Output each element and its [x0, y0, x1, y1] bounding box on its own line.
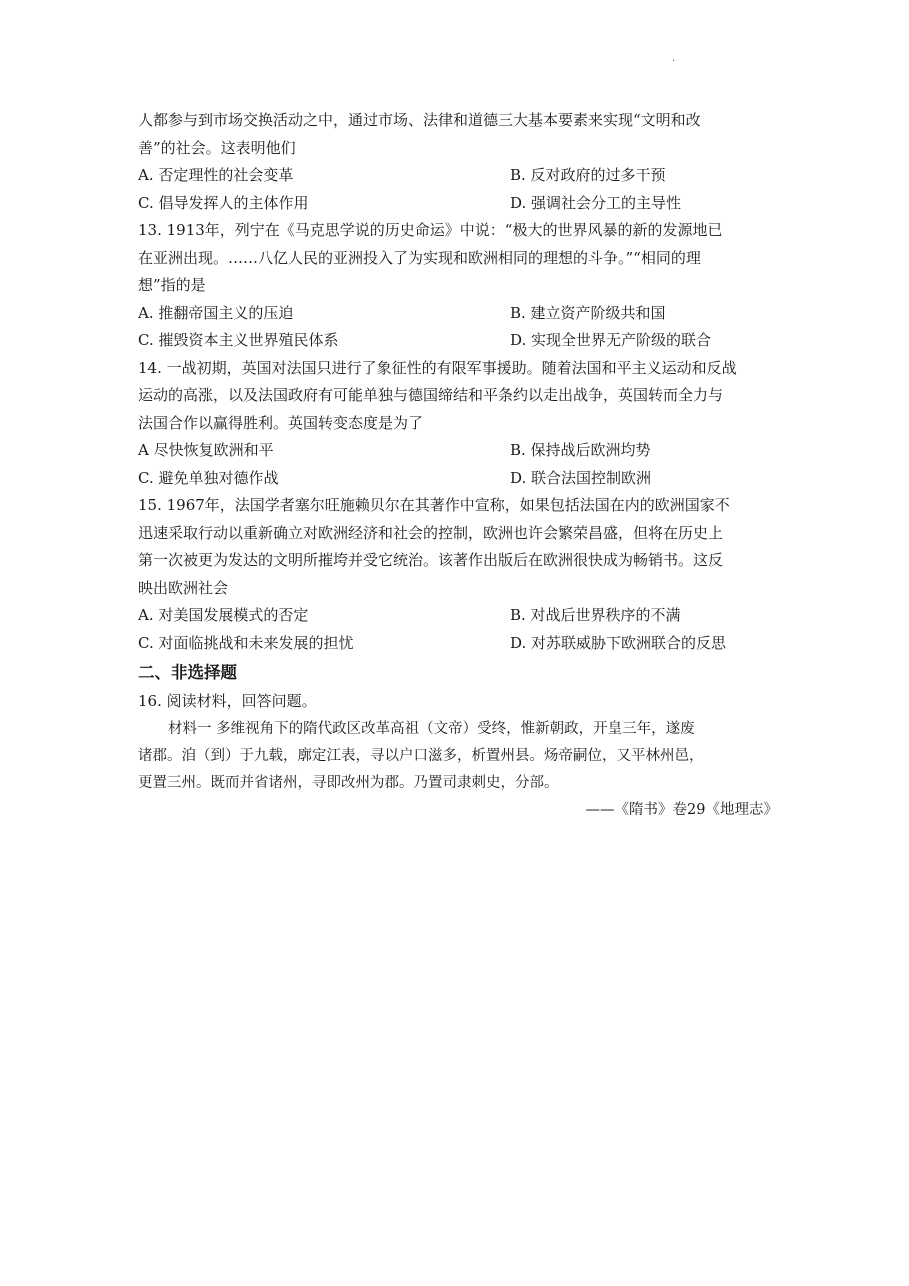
question-12: [138, 107, 778, 217]
option-d: D. 对苏联威胁下欧洲联合的反思: [510, 633, 727, 652]
page-mark: ·: [672, 56, 676, 67]
question-stem-line: 人都参与到市场交换活动之中，通过市场、法律和道德三大基本要素来实现“文明和改: [138, 111, 701, 129]
material-line: 材料一 多维视角下的隋代政区改革高祖（文帝）受终，惟新朝政，开皇三年，遂废: [168, 720, 695, 737]
question-stem-line: 想”指的是: [138, 276, 206, 294]
option-d: D. 强调社会分工的主导性: [510, 193, 682, 212]
option-a: A. 对美国发展模式的否定: [138, 606, 309, 624]
question-stem-line: 在亚洲出现。……八亿人民的亚洲投入了为实现和欧洲相同的理想的斗争。”“相同的理: [138, 248, 701, 267]
option-c: C. 倡导发挥人的主体作用: [138, 193, 309, 212]
question-15: [138, 492, 778, 657]
material-source: ——《隋书》卷29《地理志》: [585, 801, 778, 818]
option-row: [138, 327, 778, 355]
section-heading: 二、非选择题: [138, 663, 237, 682]
question-stem-line: 映出欧洲社会: [138, 578, 229, 597]
option-d: D. 联合法国控制欧洲: [510, 468, 652, 487]
option-row: [138, 300, 778, 328]
option-d: D. 实现全世界无产阶级的联合: [510, 331, 712, 349]
option-c: C. 摧毁资本主义世界殖民体系: [138, 331, 339, 349]
option-b: B. 反对政府的过多干预: [510, 166, 666, 184]
question-stem-line: 14. 一战初期，英国对法国只进行了象征性的有限军事援助。随着法国和平主义运动和反战: [138, 358, 737, 377]
question-stem-line: 运动的高涨，以及法国政府有可能单独与德国缔结和平条约以走出战争，英国转而全力与: [138, 386, 724, 404]
option-c: C. 对面临挑战和未来发展的担忧: [138, 633, 354, 652]
question-14: [138, 355, 778, 493]
option-b: B. 保持战后欧洲均势: [510, 441, 651, 459]
option-a: A. 推翻帝国主义的压迫: [138, 303, 294, 322]
option-row: [138, 190, 778, 218]
material-line: 更置三州。既而并省诸州，寻即改州为郡。乃置司隶刺史，分部。: [138, 774, 559, 791]
page-content: [138, 107, 778, 824]
question-stem-line: 16. 阅读材料，回答问题。: [138, 692, 317, 710]
option-row: [138, 630, 778, 658]
option-a: A. 否定理性的社会变革: [138, 166, 294, 184]
question-stem-line: 善”的社会。这表明他们: [138, 138, 296, 157]
question-13: [138, 217, 778, 355]
option-row: [138, 437, 778, 465]
question-stem-line: 迅速采取行动以重新确立对欧洲经济和社会的控制，欧洲也许会繁荣昌盛，但将在历史上: [138, 523, 724, 542]
option-row: [138, 602, 778, 630]
question-stem-line: 15. 1967年，法国学者塞尔旺施赖贝尔在其著作中宣称，如果包括法国在内的欧洲国家不: [138, 496, 730, 514]
option-a: A 尽快恢复欧洲和平: [138, 441, 274, 459]
option-row: [138, 465, 778, 493]
material-line: 诸郡。洎（到）于九载，廓定江表，寻以户口滋多，析置州县。炀帝嗣位，又平林州邑，: [138, 747, 704, 764]
option-c: C. 避免单独对德作战: [138, 468, 279, 487]
question-16: [138, 688, 778, 824]
question-stem-line: 法国合作以赢得胜利。英国转变态度是为了: [138, 413, 424, 432]
option-row: [138, 162, 778, 190]
question-stem-line: 13. 1913年，列宁在《马克思学说的历史命运》中说：“极大的世界风暴的新的发源地已: [138, 221, 723, 239]
question-stem-line: 第一次被更为发达的文明所摧垮并受它统治。该著作出版后在欧洲很快成为畅销书。这反: [138, 551, 724, 569]
option-b: B. 建立资产阶级共和国: [510, 303, 666, 322]
option-b: B. 对战后世界秩序的不满: [510, 606, 681, 624]
